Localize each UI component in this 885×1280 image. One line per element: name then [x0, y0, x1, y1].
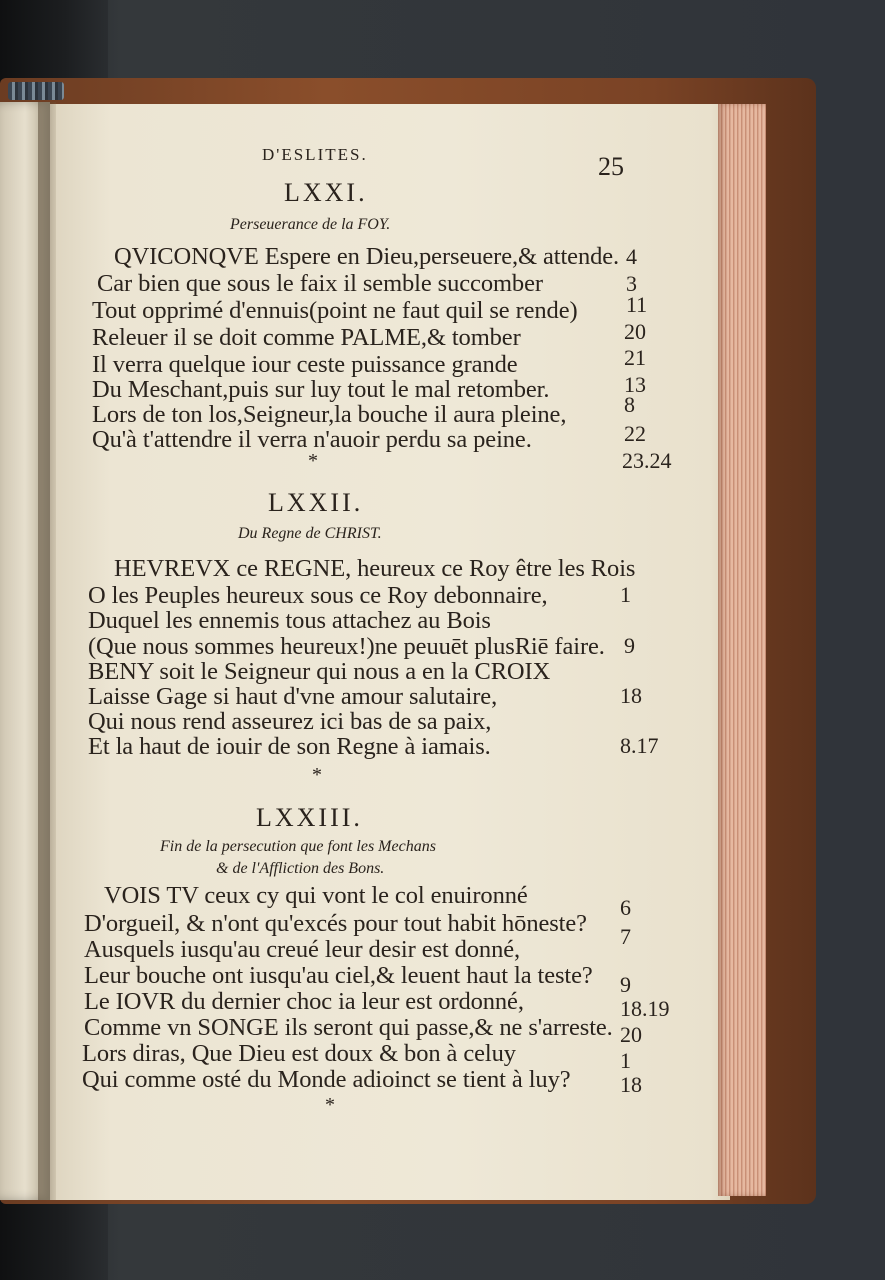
verse-line: (Que nous sommes heureux!)ne peuuēt plusRiē faire.	[88, 633, 605, 660]
poem-caption: & de l'Affliction des Bons.	[216, 860, 385, 877]
page-block-edge	[718, 104, 766, 1196]
page-number: 25	[598, 152, 624, 181]
verse-line: Tout opprimé d'ennuis(point ne faut quil se rende)	[92, 297, 578, 324]
verse-reference: 1	[620, 1048, 631, 1073]
ornament-asterisk: *	[308, 450, 318, 472]
ornament-asterisk: *	[325, 1094, 335, 1116]
headband	[8, 82, 64, 100]
verse-reference: 18	[620, 1072, 642, 1097]
verse-line: D'orgueil, & n'ont qu'excés pour tout habit hōneste?	[84, 910, 587, 937]
verse-line: Qu'à t'attendre il verra n'auoir perdu sa peine.	[92, 426, 532, 453]
poem-caption: Perseuerance de la FOY.	[230, 216, 391, 233]
verse-line: VOIS TV ceux cy qui vont le col enuironné	[104, 882, 528, 909]
verse-reference: 23.24	[622, 448, 672, 473]
verse-line: Qui nous rend asseurez ici bas de sa paix,	[88, 708, 492, 735]
poem-numeral: LXXIII.	[256, 803, 363, 832]
ornament-asterisk: *	[312, 764, 322, 786]
verse-reference: 8	[624, 392, 635, 417]
verse-reference: 8.17	[620, 733, 659, 758]
verse-line: Laisse Gage si haut d'vne amour salutaire,	[88, 683, 498, 710]
verse-reference: 18	[620, 683, 642, 708]
verse-reference: 18.19	[620, 996, 670, 1021]
verse-reference: 3	[626, 271, 637, 296]
verse-line: Comme vn SONGE ils seront qui passe,& ne s'arreste.	[84, 1014, 613, 1041]
verse-line: BENY soit le Seigneur qui nous a en la CROIX	[88, 658, 551, 685]
verse-reference: 21	[624, 345, 646, 370]
verse-line: Leur bouche ont iusqu'au ciel,& leuent haut la teste?	[84, 962, 593, 989]
verse-line: O les Peuples heureux sous ce Roy debonnaire,	[88, 582, 548, 609]
verse-line: Ausquels iusqu'au creué leur desir est donné,	[84, 936, 521, 963]
verse-line: QVICONQVE Espere en Dieu,perseuere,& attende.	[114, 243, 620, 270]
verse-line: Car bien que sous le faix il semble succomber	[97, 270, 543, 297]
verse-line: Le IOVR du dernier choc ia leur est ordonné,	[84, 988, 524, 1015]
verse-reference: 13	[624, 372, 646, 397]
running-head: D'ESLITES.	[262, 145, 368, 164]
verse-reference: 20	[620, 1022, 642, 1047]
verse-line: Lors diras, Que Dieu est doux & bon à celuy	[82, 1040, 516, 1067]
verse-line: Qui comme osté du Monde adioinct se tient à luy?	[82, 1066, 571, 1093]
poem-numeral: LXXI.	[284, 178, 368, 207]
verse-line: Et la haut de iouir de son Regne à iamais.	[88, 733, 491, 760]
verse-line: Lors de ton los,Seigneur,la bouche il aura pleine,	[92, 401, 567, 428]
verse-line: Du Meschant,puis sur luy tout le mal retomber.	[92, 376, 550, 403]
verse-reference: 9	[620, 972, 631, 997]
verse-reference: 7	[620, 924, 631, 949]
verse-reference: 6	[620, 895, 631, 920]
verse-line: Releuer il se doit comme PALME,& tomber	[92, 324, 521, 351]
poem-caption: Fin de la persecution que font les Mechans	[160, 838, 436, 855]
verse-reference: 11	[626, 292, 648, 317]
verse-reference: 20	[624, 319, 646, 344]
verse-line: Il verra quelque iour ceste puissance grande	[92, 351, 518, 378]
page-gutter	[38, 102, 56, 1200]
poem-numeral: LXXII.	[268, 488, 364, 517]
verse-line: Duquel les ennemis tous attachez au Bois	[88, 607, 491, 634]
poem-caption: Du Regne de CHRIST.	[238, 525, 382, 542]
verse-reference: 9	[624, 633, 635, 658]
verse-reference: 22	[624, 421, 646, 446]
verse-reference: 4	[626, 244, 637, 269]
verse-reference: 1	[620, 582, 631, 607]
verse-line: HEVREVX ce REGNE, heureux ce Roy être les Rois	[114, 555, 636, 582]
